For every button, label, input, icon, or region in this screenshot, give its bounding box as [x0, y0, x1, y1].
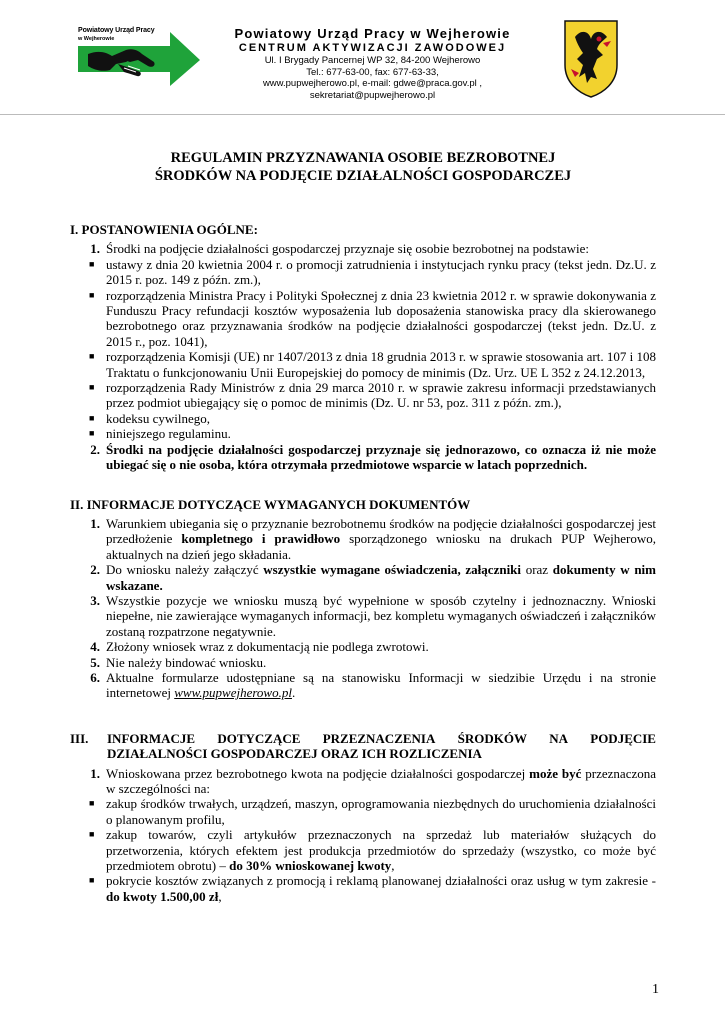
document-title	[70, 150, 656, 185]
list-item	[70, 516, 656, 562]
bullet-text: niniejszego regulaminu.	[106, 426, 231, 442]
item-number: 1.	[90, 515, 100, 531]
bullet-text: rozporządzenia Ministra Pracy i Polityki Społecznej z dnia 23 kwietnia 2012 r. w sprawie dokonywania z Funduszu Pracy refundacji kosztów wyposażenia lub doposażenia stanowiska pracy dla skierowanego bezrobotnego oraz przyznawania środków na podjęcie działalności gospodarczej (tekst jedn. Dz.U. z 2015 r., poz. 1041),	[106, 287, 656, 349]
item-number: 3.	[90, 592, 100, 608]
bullet-text: zakup towarów, czyli artykułów przeznaczonych na sprzedaż lub materiałów służących do przetworzenia, których efektem jest produkcja przedmiotów do sprzedaży (wszystko, co może być przedmiotem obrotu) – do 30% wnioskowanej kwoty,	[106, 827, 656, 874]
section-3-heading-line-2: DZIAŁALNOŚCI GOSPODARCZEJ ORAZ ICH ROZLICZENIA	[107, 746, 482, 762]
item-text: Warunkiem ubiegania się o przyznanie bezrobotnemu środków na podjęcie działalności gospodarczej jest przedłożenie kompletnego i prawidłowo sporządzonego wniosku na drukach PUP Wejherowo, aktualnych na dzień jego składania.	[106, 515, 656, 562]
bullet-icon: ■	[89, 412, 95, 423]
item-number: 1.	[90, 765, 100, 781]
item-number: 5.	[90, 654, 100, 670]
item-text: Wszystkie pozycje we wniosku muszą być wypełnione w sposób czytelny i jednoznaczny. Wnioski niepełne, nie zawierające wymaganych informacji, bez kompletu wymaganych oświadczeń i załączników zostaną rozpatrzone negatywnie.	[106, 592, 656, 639]
header-divider	[0, 114, 725, 115]
bullet-text: rozporządzenia Komisji (UE) nr 1407/2013 z dnia 18 grudnia 2013 r. w sprawie stosowania art. 107 i 108 Traktatu o funkcjonowaniu Unii Europejskiej do pomocy de minimis (Dz. Urz. UE L 352 z 24.12.2013,	[106, 349, 656, 380]
item-text: Aktualne formularze udostępniane są na stanowisku Informacji w siedzibie Urzędu i na stronie internetowej www.pupwejherowo.pl.	[106, 669, 656, 701]
item-text: Nie należy bindować wniosku.	[106, 654, 267, 670]
item-text: Wnioskowana przez bezrobotnego kwota na podjęcie działalności gospodarczej może być przeznaczona w szczególności na:	[106, 765, 656, 796]
bullet-text: pokrycie kosztów związanych z promocją i reklamą planowanej działalności oraz usług w tym zakresie - do kwoty 1.500,00 zł,	[106, 873, 656, 904]
logo-name: Powiatowy Urząd Pracy	[78, 27, 155, 34]
list-item	[70, 655, 656, 670]
title-line-2: ŚRODKÓW NA PODJĘCIE DZIAŁALNOŚCI GOSPODARCZEJ	[154, 167, 572, 184]
section-3-heading: III. INFORMACJE DOTYCZĄCE PRZEZNACZENIA ŚRODKÓW NA PODJĘCIE DZIAŁALNOŚCI GOSPODARCZEJ ORAZ ICH ROZLICZENIA	[70, 730, 656, 762]
section-3-number: III.	[70, 730, 89, 746]
letterhead-text	[200, 26, 545, 101]
bullet-item	[70, 796, 656, 827]
bullet-icon: ■	[89, 829, 95, 840]
item-number: 4.	[90, 639, 100, 655]
page-number: 1	[652, 982, 659, 997]
office-email: sekretariat@pupwejherowo.pl	[309, 89, 436, 101]
list-item	[70, 442, 656, 473]
bullet-item	[70, 288, 656, 350]
item-number: 2.	[90, 441, 100, 457]
bullet-item	[70, 873, 656, 904]
bullet-item	[70, 827, 656, 873]
item-text: Środki na podjęcie działalności gospodarczej przyznaje się osobie bezrobotnej na podstawie:	[106, 241, 589, 257]
list-item	[70, 562, 656, 593]
bullet-icon: ■	[89, 289, 95, 300]
section-1-heading: I. POSTANOWIENIA OGÓLNE:	[70, 222, 258, 237]
bullet-text: rozporządzenia Rady Ministrów z dnia 29 marca 2010 r. w sprawie zakresu informacji przedstawianych przez podmiot ubiegający się o pomoc de minimis (Dz. U. nr 53, poz. 311 z późn. zm.),	[106, 380, 656, 411]
bullet-item	[70, 349, 656, 380]
bullet-text: zakup środków trwałych, urządzeń, maszyn, oprogramowania niezbędnych do uruchomienia działalności o planowanym profilu,	[106, 796, 656, 827]
list-item	[70, 766, 656, 797]
list-item	[70, 593, 656, 639]
bullet-icon: ■	[89, 428, 95, 439]
item-number: 6.	[90, 669, 100, 685]
bullet-item	[70, 411, 656, 426]
bullet-item	[70, 380, 656, 411]
letterhead	[0, 0, 725, 115]
list-item	[70, 639, 656, 654]
list-item	[70, 670, 656, 701]
bullet-text: ustawy z dnia 20 kwietnia 2004 r. o promocji zatrudnienia i instytucjach rynku pracy (tekst jedn. Dz.U. z 2015 r. poz. 149 z późn. zm.),	[106, 256, 656, 288]
website-link[interactable]: www.pupwejherowo.pl	[174, 685, 292, 701]
office-web: www.pupwejherowo.pl, e-mail: gdwe@praca.gov.pl ,	[262, 78, 483, 89]
document-body	[70, 150, 656, 904]
item-text: Złożony wniosek wraz z dokumentacją nie podlega zwrotowi.	[106, 639, 429, 655]
office-phone: Tel.: 677-63-00, fax: 677-63-33,	[306, 66, 439, 78]
section-2-list	[70, 516, 656, 701]
bullet-icon: ■	[89, 875, 95, 886]
item-number: 1.	[90, 241, 100, 257]
bullet-icon: ■	[89, 382, 95, 393]
item-text: Do wniosku należy załączyć wszystkie wymagane oświadczenia, załączniki oraz dokumenty w nim wskazane.	[106, 562, 656, 593]
section-2-heading: II. INFORMACJE DOTYCZĄCE WYMAGANYCH DOKUMENTÓW	[70, 496, 471, 512]
item-text: Środki na podjęcie działalności gospodarczej przyznaje się jednorazowo, co oznacza iż nie może ubiegać się o nie osoba, która otrzymała przedmiotowe wsparcie w latach poprzednich.	[106, 441, 656, 473]
list-item	[70, 241, 656, 256]
bullet-icon: ■	[89, 258, 95, 269]
bullet-text: kodeksu cywilnego,	[106, 410, 210, 426]
office-name: Powiatowy Urząd Pracy w Wejherowie	[234, 26, 511, 41]
bullet-item	[70, 426, 656, 441]
office-address: Ul. I Brygady Pancernej WP 32, 84-200 Wejherowo	[264, 55, 481, 66]
bullet-icon: ■	[89, 798, 95, 809]
bullet-icon: ■	[89, 351, 95, 362]
office-unit: CENTRUM AKTYWIZACJI ZAWODOWEJ	[238, 42, 507, 54]
item-number: 2.	[90, 562, 100, 578]
bullet-item	[70, 257, 656, 288]
section-1-list	[70, 241, 656, 472]
coat-of-arms-icon	[563, 19, 619, 99]
logo-subtitle: w Wejherowie	[78, 36, 115, 42]
title-line-1: REGULAMIN PRZYZNAWANIA OSOBIE BEZROBOTNEJ	[170, 150, 556, 166]
section-3-list	[70, 766, 656, 905]
pup-logo	[72, 22, 202, 90]
